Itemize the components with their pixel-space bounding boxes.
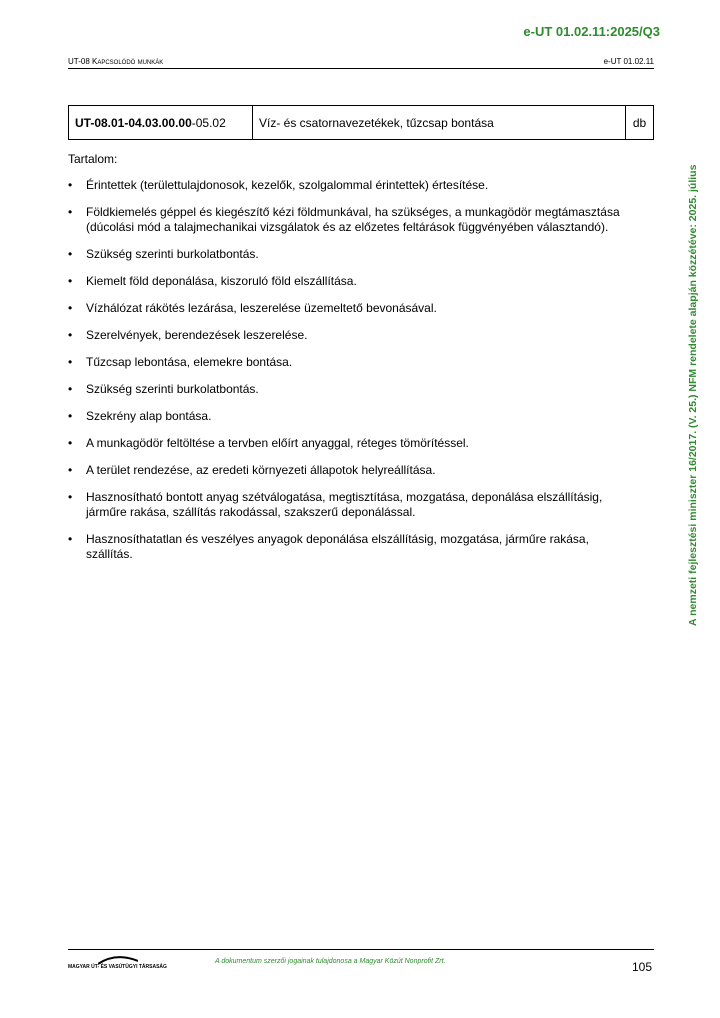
running-header-right: e-UT 01.02.11	[603, 57, 654, 66]
list-item: • Földkiemelés géppel és kiegészítő kézi földmunkával, ha szükséges, a munkagödör megtámasztása (dúcolási mód a talajmechanikai vizsgálatok és az előzetes feltárások függvényében választandó).	[68, 205, 628, 235]
document-code: e-UT 01.02.11:2025/Q3	[523, 24, 660, 39]
list-item: • Érintettek (területtulajdonosok, kezelők, szolgalommal érintettek) értesítése.	[68, 178, 628, 193]
running-header-left: UT-08 Kapcsolódó munkák	[68, 57, 164, 66]
item-table	[68, 105, 654, 140]
list-item: • Hasznosíthatatlan és veszélyes anyagok deponálása elszállításig, mozgatása, járműre rakása, szállítás.	[68, 532, 628, 562]
logo-text: MAGYAR ÚT- ÉS VASÚTÜGYI TÁRSASÁG	[68, 964, 167, 970]
company-logo	[68, 955, 168, 975]
list-item: • Tűzcsap lebontása, elemekre bontása.	[68, 355, 628, 370]
footer-divider	[68, 949, 654, 950]
list-item: • Szerelvények, berendezések leszerelése.	[68, 328, 628, 343]
list-item: • A munkagödör feltöltése a tervben előírt anyaggal, réteges tömörítéssel.	[68, 436, 628, 451]
item-code-cell	[69, 106, 253, 140]
side-note-text: A nemzeti fejlesztési miniszter 16/2017. (V. 25.) NFM rendelete alapján közzétéve: 2025. július	[687, 164, 699, 626]
list-item: • Szükség szerinti burkolatbontás.	[68, 247, 628, 262]
item-row	[69, 106, 654, 140]
list-item: • Szekrény alap bontása.	[68, 409, 628, 424]
copyright-note: A dokumentum szerzői jogainak tulajdonosa a Magyar Közút Nonprofit Zrt.	[215, 958, 446, 965]
running-header	[68, 57, 654, 69]
list-item: • Szükség szerinti burkolatbontás.	[68, 382, 628, 397]
item-code-prefix: UT-08.01-04.03.00.00	[75, 115, 192, 130]
list-item: • A terület rendezése, az eredeti környezeti állapotok helyreállítása.	[68, 463, 628, 478]
contents-list	[68, 178, 628, 574]
item-code-suffix: -05.02	[191, 115, 226, 130]
item-unit: db	[626, 106, 654, 140]
list-item: • Kiemelt föld deponálása, kiszoruló föld elszállítása.	[68, 274, 628, 289]
side-publication-note	[686, 96, 700, 626]
item-description: Víz- és csatornavezetékek, tűzcsap bontása	[253, 106, 626, 140]
page-number: 105	[631, 960, 652, 974]
list-item: • Hasznosítható bontott anyag szétválogatása, megtisztítása, mozgatása, deponálása elszállításig, járműre rakása, szállítás rakodással, szakszerű deponálással.	[68, 490, 628, 520]
list-item: • Vízhálózat rákötés lezárása, leszerelése üzemeltető bevonásával.	[68, 301, 628, 316]
contents-label: Tartalom:	[68, 152, 118, 166]
